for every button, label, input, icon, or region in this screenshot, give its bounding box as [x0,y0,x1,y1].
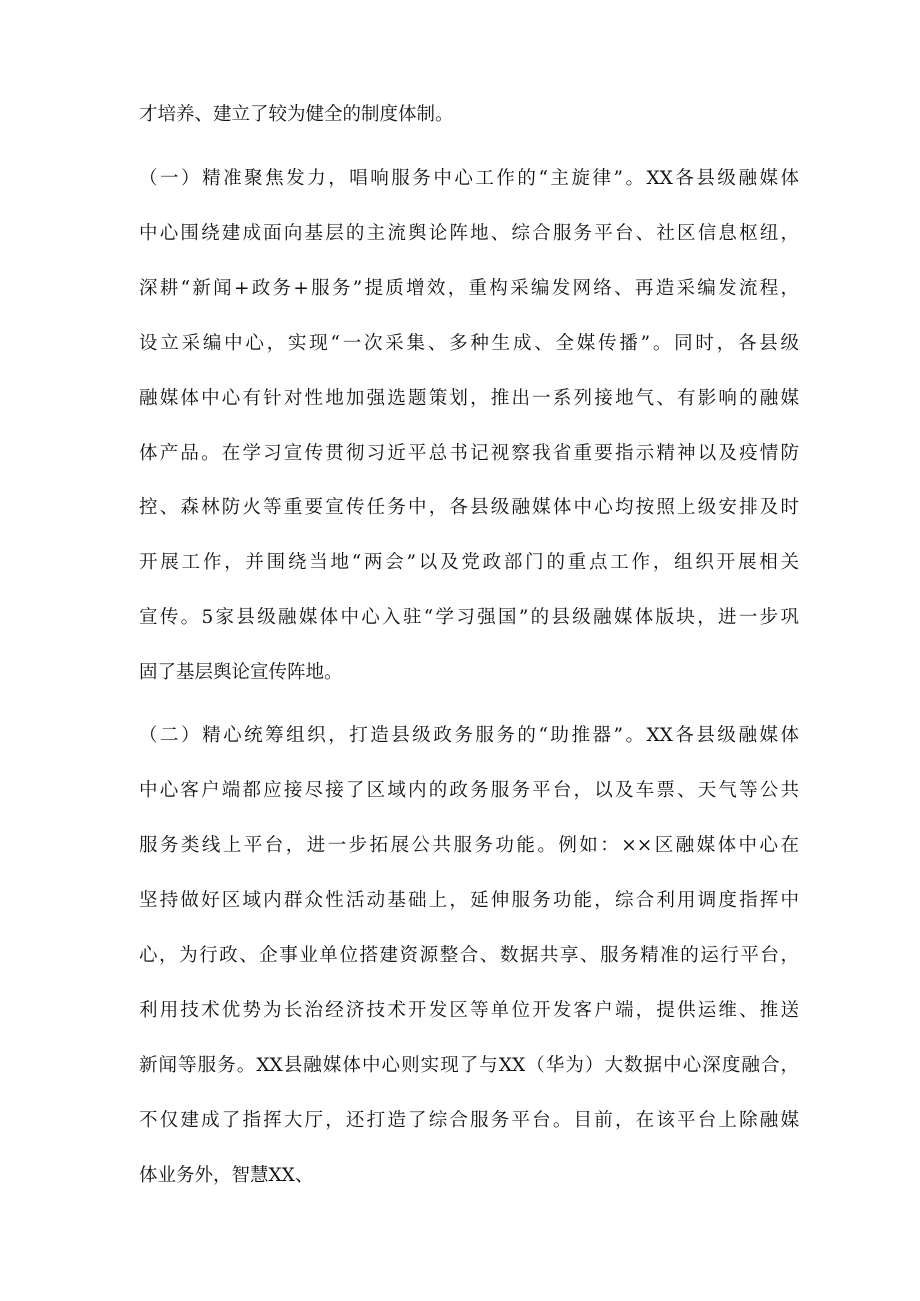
text-line: 服务类线上平台，进一步拓展公共服务功能。例如：××区融媒体中心在 [139,835,799,856]
text-line: 固了基层舆论宣传阵地。 [139,662,343,683]
text-line: 中心客户端都应接尽接了区域内的政务服务平台，以及车票、天气等公共 [139,780,799,801]
text-line: 坚持做好区域内群众性活动基础上，延伸服务功能，综合利用调度指挥中 [139,890,799,911]
text-line: 深耕“新闻+政务+服务”提质增效，重构采编发网络、再造采编发流程， [139,278,799,299]
text-line: 中心围绕建成面向基层的主流舆论阵地、综合服务平台、社区信息枢纽， [139,223,799,244]
text-line: 不仅建成了指挥大厅，还打造了综合服务平台。目前，在该平台上除融媒 [139,1110,799,1131]
text-line: 新闻等服务。XX县融媒体中心则实现了与XX（华为）大数据中心深度融合， [139,1055,799,1076]
text-line: （二）精心统筹组织，打造县级政务服务的“助推器”。XX各县级融媒体 [139,725,799,746]
text-line: （一）精准聚焦发力，唱响服务中心工作的“主旋律”。XX各县级融媒体 [139,168,799,189]
text-line: 控、森林防火等重要宣传任务中，各县级融媒体中心均按照上级安排及时 [139,497,799,518]
text-line: 融媒体中心有针对性地加强选题策划，推出一系列接地气、有影响的融媒 [139,388,799,409]
text-line: 利用技术优势为长治经济技术开发区等单位开发客户端，提供运维、推送 [139,1000,799,1021]
text-line: 设立采编中心，实现“一次采集、多种生成、全媒传播”。同时，各县级 [139,333,799,354]
text-line: 体业务外，智慧XX、 [139,1165,314,1186]
text-line: 才培养、建立了较为健全的制度体制。 [139,104,454,125]
text-line: 开展工作，并围绕当地“两会”以及党政部门的重点工作，组织开展相关 [139,552,799,573]
text-line: 体产品。在学习宣传贯彻习近平总书记视察我省重要指示精神以及疫情防 [139,443,799,464]
text-line: 心，为行政、企事业单位搭建资源整合、数据共享、服务精准的运行平台， [139,945,799,966]
text-line: 宣传。5家县级融媒体中心入驻“学习强国”的县级融媒体版块，进一步巩 [139,607,799,628]
